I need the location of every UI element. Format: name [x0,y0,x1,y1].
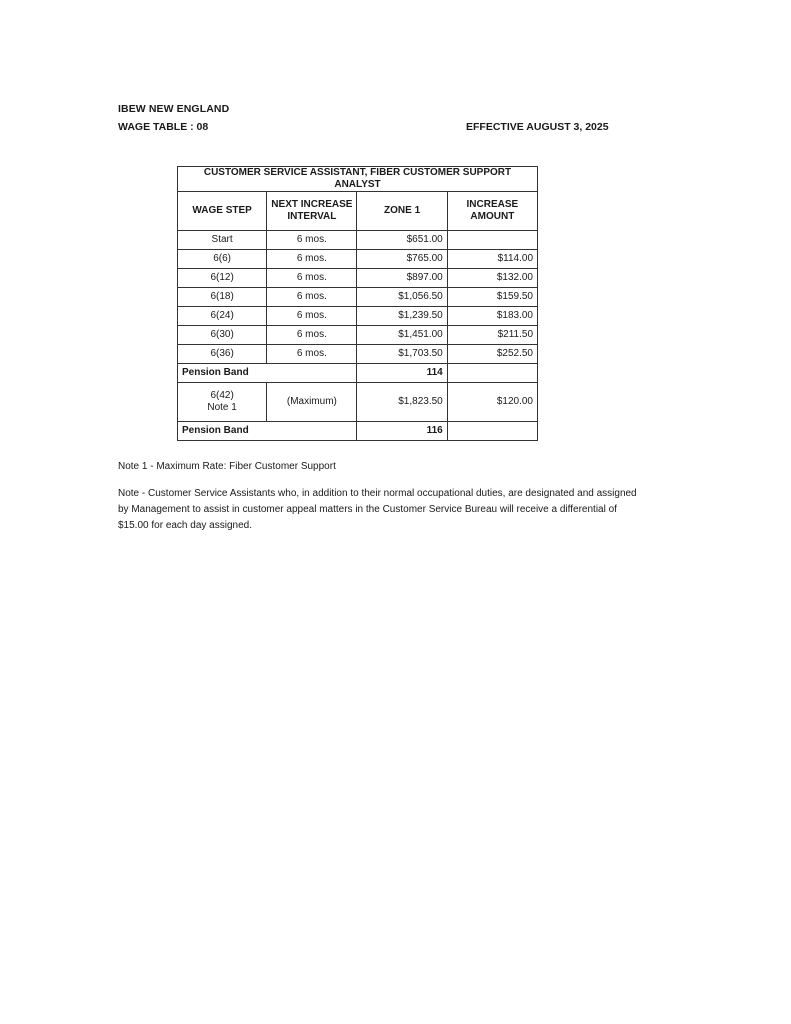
increase-cell: $159.50 [447,288,537,307]
column-header-zone1: ZONE 1 [357,192,447,231]
wage-table [177,166,538,441]
pension-band-label: Pension Band [178,364,357,383]
increase-cell [447,231,537,250]
pension-band-label: Pension Band [178,422,357,441]
interval-cell: 6 mos. [267,345,357,364]
effective-date: EFFECTIVE AUGUST 3, 2025 [466,121,609,133]
zone1-cell: $1,239.50 [357,307,447,326]
table-title: CUSTOMER SERVICE ASSISTANT, FIBER CUSTOMER SUPPORT ANALYST [178,167,538,192]
pension-band-value: 114 [357,364,447,383]
org-name: IBEW NEW ENGLAND [118,103,230,115]
increase-cell: $211.50 [447,326,537,345]
pension-band-value: 116 [357,422,447,441]
zone1-cell: $1,056.50 [357,288,447,307]
table-row [178,326,538,345]
maximum-step-row [178,383,538,422]
zone1-cell: $897.00 [357,269,447,288]
column-header-increase-line2: AMOUNT [470,211,515,222]
wage-table-label: WAGE TABLE : 08 [118,121,209,133]
pension-band-empty-cell [447,364,537,383]
wage-step-cell: 6(6) [178,250,267,269]
increase-cell: $120.00 [447,383,537,422]
wage-step-cell: 6(12) [178,269,267,288]
pension-band-row [178,364,538,383]
note-differential: Note - Customer Service Assistants who, in addition to their normal occupational duties, are designated and assigned by Management to assist in customer appeal matters in the Customer Service Bureau will receive a differential of $15.00 for each day assigned. [118,488,637,531]
zone1-cell: $1,703.50 [357,345,447,364]
table-row [178,250,538,269]
note-1: Note 1 - Maximum Rate: Fiber Customer Support [118,461,336,472]
table-row [178,307,538,326]
pension-band-empty-cell [447,422,537,441]
wage-step-cell: 6(30) [178,326,267,345]
increase-cell: $132.00 [447,269,537,288]
interval-cell: 6 mos. [267,250,357,269]
pension-band-row [178,422,538,441]
table-row [178,269,538,288]
table-row [178,288,538,307]
interval-cell: 6 mos. [267,231,357,250]
column-header-next-increase-line2: INTERVAL [287,211,337,222]
wage-step-cell: 6(36) [178,345,267,364]
wage-step-cell [178,383,267,422]
increase-cell: $183.00 [447,307,537,326]
wage-step-cell: 6(24) [178,307,267,326]
increase-cell: $252.50 [447,345,537,364]
wage-step-cell: 6(18) [178,288,267,307]
zone1-cell: $765.00 [357,250,447,269]
zone1-cell: $1,451.00 [357,326,447,345]
column-header-wage-step: WAGE STEP [178,192,267,231]
table-title-row [178,167,538,192]
column-header-increase-amount [447,192,537,231]
interval-cell: 6 mos. [267,269,357,288]
max-step-label: 6(42) [210,390,234,401]
table-header-row [178,192,538,231]
interval-cell: 6 mos. [267,307,357,326]
column-header-next-increase-line1: NEXT INCREASE [271,199,353,210]
interval-cell: 6 mos. [267,326,357,345]
table-row [178,231,538,250]
increase-cell: $114.00 [447,250,537,269]
table-row [178,345,538,364]
max-step-note: Note 1 [207,402,237,413]
interval-cell: 6 mos. [267,288,357,307]
column-header-next-increase [267,192,357,231]
column-header-increase-line1: INCREASE [466,199,519,210]
zone1-cell: $651.00 [357,231,447,250]
interval-cell: (Maximum) [267,383,357,422]
wage-step-cell: Start [178,231,267,250]
zone1-cell: $1,823.50 [357,383,447,422]
